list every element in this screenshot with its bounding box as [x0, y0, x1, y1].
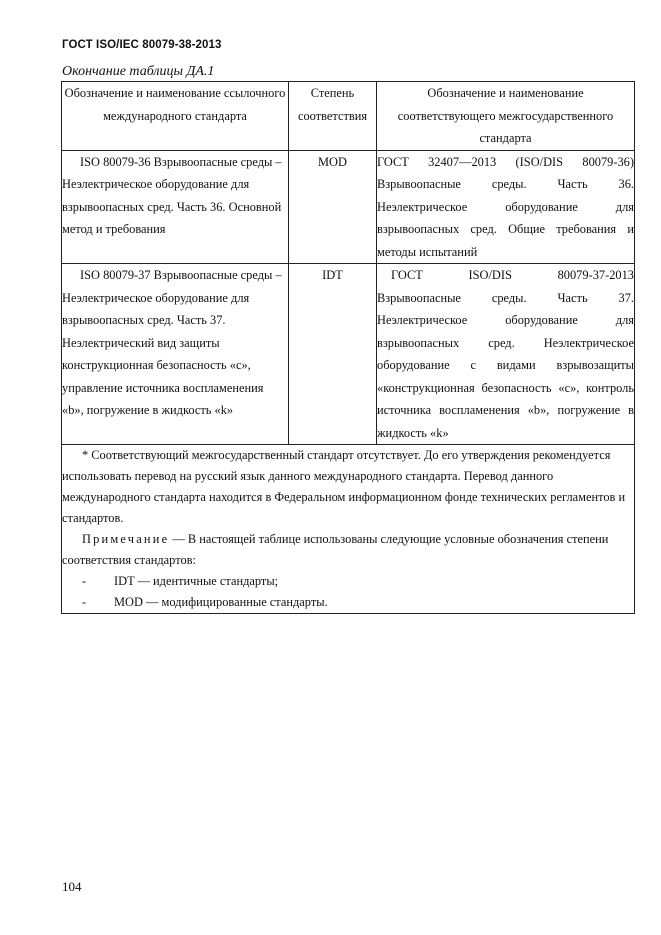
list-dash: - [82, 574, 87, 588]
column-header-interstate: Обозначение и наименование соответствующего межгосударственного стандарта [377, 82, 635, 151]
cell-international-standard: ISO 80079-37 Взрывоопасные среды – Неэлектрическое оборудование для взрывоопасных сред. Часть 37. Неэлектрический вид защиты конструкционная безопасность «с», управление источника воспламенения «b», погружение в жидкость «k» [62, 264, 289, 445]
table-header-row [62, 82, 635, 151]
table-row [62, 150, 635, 264]
list-item [62, 592, 634, 613]
column-header-international: Обозначение и наименование ссылочного международного стандарта [62, 82, 289, 151]
table-footer-row [62, 445, 635, 614]
list-item-text: MOD — модифицированные стандарты. [114, 595, 328, 609]
list-dash: - [82, 595, 87, 609]
note-paragraph [62, 529, 634, 571]
document-code: ГОСТ ISO/IEC 80079-38-2013 [62, 39, 222, 51]
list-item [62, 571, 634, 592]
cell-interstate-standard: ГОСТ ISO/DIS 80079-37-2013 Взрывоопасные среды. Часть 37. Неэлектрическое оборудование для взрывоопасных сред. Неэлектрическое оборудование с видами взрывозащиты «конструкционная безопасность «с», контроль источника воспламенения «b», погружение в жидкость «k» [377, 264, 635, 445]
table-row [62, 264, 635, 445]
standards-table [61, 81, 635, 614]
footnote: * Соответствующий межгосударственный стандарт отсутствует. До его утверждения рекомендуется использовать перевод на русский язык данного международного стандарта. Перевод данного международного стандарта находится в Федеральном информационном фонде технических регламентов и стандартов. [62, 448, 626, 525]
column-header-degree: Степень соответствия [289, 82, 377, 151]
cell-degree: IDT [289, 264, 377, 445]
list-item-text: IDT — идентичные стандарты; [114, 574, 279, 588]
cell-interstate-standard: ГОСТ 32407—2013 (ISO/DIS 80079-36) Взрывоопасные среды. Часть 36. Неэлектрическое оборудование для взрывоопасных сред. Общие требования и методы испытаний [377, 150, 635, 264]
cell-degree: MOD [289, 150, 377, 264]
page-number: 104 [62, 879, 82, 894]
note-label: Примечание [82, 532, 170, 546]
table-continuation-title: Окончание таблицы ДА.1 [62, 64, 215, 79]
table-footnote-cell [62, 445, 635, 614]
note-text: — В настоящей таблице использованы следующие условные обозначения степени соответствия стандартов: [62, 532, 609, 567]
cell-international-standard: ISO 80079-36 Взрывоопасные среды – Неэлектрическое оборудование для взрывоопасных сред. Часть 36. Основной метод и требования [62, 150, 289, 264]
